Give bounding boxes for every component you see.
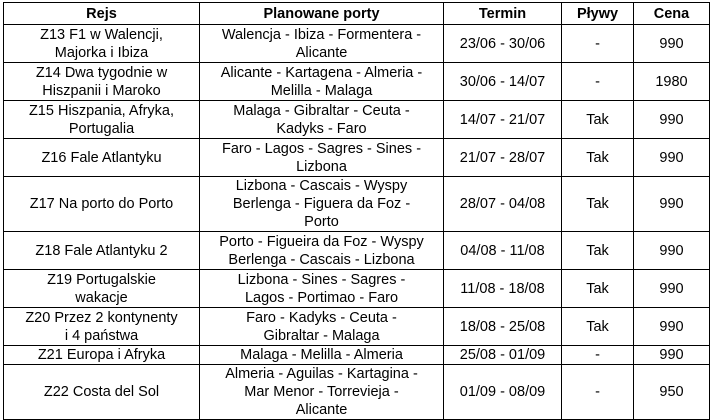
cell-cena: 990 <box>634 232 710 270</box>
table-row <box>4 25 710 63</box>
cell-rejs: Z17 Na porto do Porto <box>4 177 200 232</box>
table-header-row <box>4 3 710 25</box>
cell-cena: 990 <box>634 25 710 63</box>
table-row <box>4 139 710 177</box>
cell-cena: 990 <box>634 139 710 177</box>
table-row <box>4 346 710 365</box>
cell-porty: Alicante - Kartagena - Almeria - Melilla - Malaga <box>200 63 444 101</box>
cell-porty: Walencja - Ibiza - Formentera - Alicante <box>200 25 444 63</box>
cell-cena: 990 <box>634 308 710 346</box>
header-rejs: Rejs <box>4 3 200 25</box>
cell-plywy: - <box>562 346 634 365</box>
cell-plywy: Tak <box>562 177 634 232</box>
cell-cena: 990 <box>634 177 710 232</box>
cell-termin: 18/08 - 25/08 <box>444 308 562 346</box>
cell-cena: 950 <box>634 365 710 420</box>
cell-porty: Faro - Lagos - Sagres - Sines - Lizbona <box>200 139 444 177</box>
cell-plywy: Tak <box>562 270 634 308</box>
cell-plywy: Tak <box>562 308 634 346</box>
cell-cena: 990 <box>634 270 710 308</box>
cell-cena: 990 <box>634 346 710 365</box>
cell-termin: 30/06 - 14/07 <box>444 63 562 101</box>
header-planowane-porty: Planowane porty <box>200 3 444 25</box>
cruise-schedule-table <box>3 2 710 420</box>
cell-termin: 25/08 - 01/09 <box>444 346 562 365</box>
cell-termin: 14/07 - 21/07 <box>444 101 562 139</box>
cell-porty: Porto - Figueira da Foz - Wyspy Berlenga - Cascais - Lizbona <box>200 232 444 270</box>
cell-plywy: Tak <box>562 101 634 139</box>
cell-porty: Faro - Kadyks - Ceuta - Gibraltar - Malaga <box>200 308 444 346</box>
cell-plywy: - <box>562 63 634 101</box>
cell-termin: 11/08 - 18/08 <box>444 270 562 308</box>
cell-termin: 04/08 - 11/08 <box>444 232 562 270</box>
table-row <box>4 308 710 346</box>
cell-porty: Almeria - Aguilas - Kartagina - Mar Menor - Torrevieja - Alicante <box>200 365 444 420</box>
table-row <box>4 177 710 232</box>
cell-cena: 990 <box>634 101 710 139</box>
cell-porty: Lizbona - Cascais - Wyspy Berlenga - Figuera da Foz - Porto <box>200 177 444 232</box>
cell-rejs: Z15 Hiszpania, Afryka, Portugalia <box>4 101 200 139</box>
cell-plywy: - <box>562 25 634 63</box>
cell-rejs: Z18 Fale Atlantyku 2 <box>4 232 200 270</box>
cell-rejs: Z22 Costa del Sol <box>4 365 200 420</box>
header-cena: Cena <box>634 3 710 25</box>
table-row <box>4 365 710 420</box>
cell-plywy: Tak <box>562 232 634 270</box>
table-row <box>4 63 710 101</box>
cell-cena: 1980 <box>634 63 710 101</box>
cell-rejs: Z13 F1 w Walencji, Majorka i Ibiza <box>4 25 200 63</box>
table-row <box>4 101 710 139</box>
cell-termin: 23/06 - 30/06 <box>444 25 562 63</box>
cell-rejs: Z19 Portugalskie wakacje <box>4 270 200 308</box>
cell-porty: Malaga - Melilla - Almeria <box>200 346 444 365</box>
cell-termin: 01/09 - 08/09 <box>444 365 562 420</box>
cell-rejs: Z16 Fale Atlantyku <box>4 139 200 177</box>
cell-termin: 28/07 - 04/08 <box>444 177 562 232</box>
table-row <box>4 232 710 270</box>
header-plywy: Pływy <box>562 3 634 25</box>
header-termin: Termin <box>444 3 562 25</box>
cell-rejs: Z21 Europa i Afryka <box>4 346 200 365</box>
cell-rejs: Z20 Przez 2 kontynenty i 4 państwa <box>4 308 200 346</box>
cell-termin: 21/07 - 28/07 <box>444 139 562 177</box>
cell-plywy: - <box>562 365 634 420</box>
cell-rejs: Z14 Dwa tygodnie w Hiszpanii i Maroko <box>4 63 200 101</box>
cell-plywy: Tak <box>562 139 634 177</box>
cell-porty: Malaga - Gibraltar - Ceuta - Kadyks - Faro <box>200 101 444 139</box>
table-row <box>4 270 710 308</box>
cell-porty: Lizbona - Sines - Sagres - Lagos - Portimao - Faro <box>200 270 444 308</box>
